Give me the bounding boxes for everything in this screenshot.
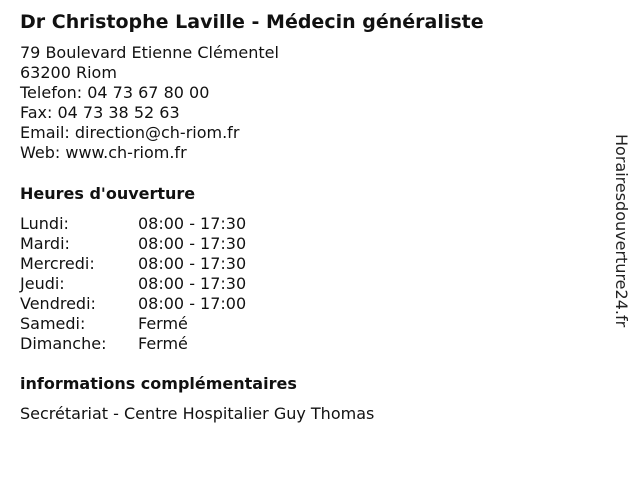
day-hours: 08:00 - 17:30 — [138, 234, 247, 253]
address-city: 63200 Riom — [20, 63, 117, 82]
day-label: Jeudi: — [20, 274, 65, 293]
day-hours: 08:00 - 17:30 — [138, 254, 247, 273]
email-address: Email: direction@ch-riom.fr — [20, 123, 240, 142]
day-hours: 08:00 - 17:30 — [138, 274, 247, 293]
fax-number: Fax: 04 73 38 52 63 — [20, 103, 180, 122]
site-watermark: Horairesdouverture24.fr — [612, 134, 631, 328]
day-hours: 08:00 - 17:30 — [138, 214, 247, 233]
day-label: Lundi: — [20, 214, 69, 233]
day-label: Samedi: — [20, 314, 86, 333]
day-hours: Fermé — [138, 334, 188, 353]
opening-hours-heading: Heures d'ouverture — [20, 184, 196, 203]
day-hours: Fermé — [138, 314, 188, 333]
address-street: 79 Boulevard Etienne Clémentel — [20, 43, 279, 62]
day-label: Mardi: — [20, 234, 70, 253]
day-hours: 08:00 - 17:00 — [138, 294, 247, 313]
website: Web: www.ch-riom.fr — [20, 143, 187, 162]
additional-info-heading: informations complémentaires — [20, 374, 297, 393]
day-label: Mercredi: — [20, 254, 95, 273]
day-label: Vendredi: — [20, 294, 96, 313]
additional-info-text: Secrétariat - Centre Hospitalier Guy Thomas — [20, 404, 375, 423]
day-label: Dimanche: — [20, 334, 107, 353]
phone-number: Telefon: 04 73 67 80 00 — [20, 83, 210, 102]
page-title: Dr Christophe Laville - Médecin généraliste — [20, 11, 484, 33]
contact-block — [20, 43, 279, 163]
